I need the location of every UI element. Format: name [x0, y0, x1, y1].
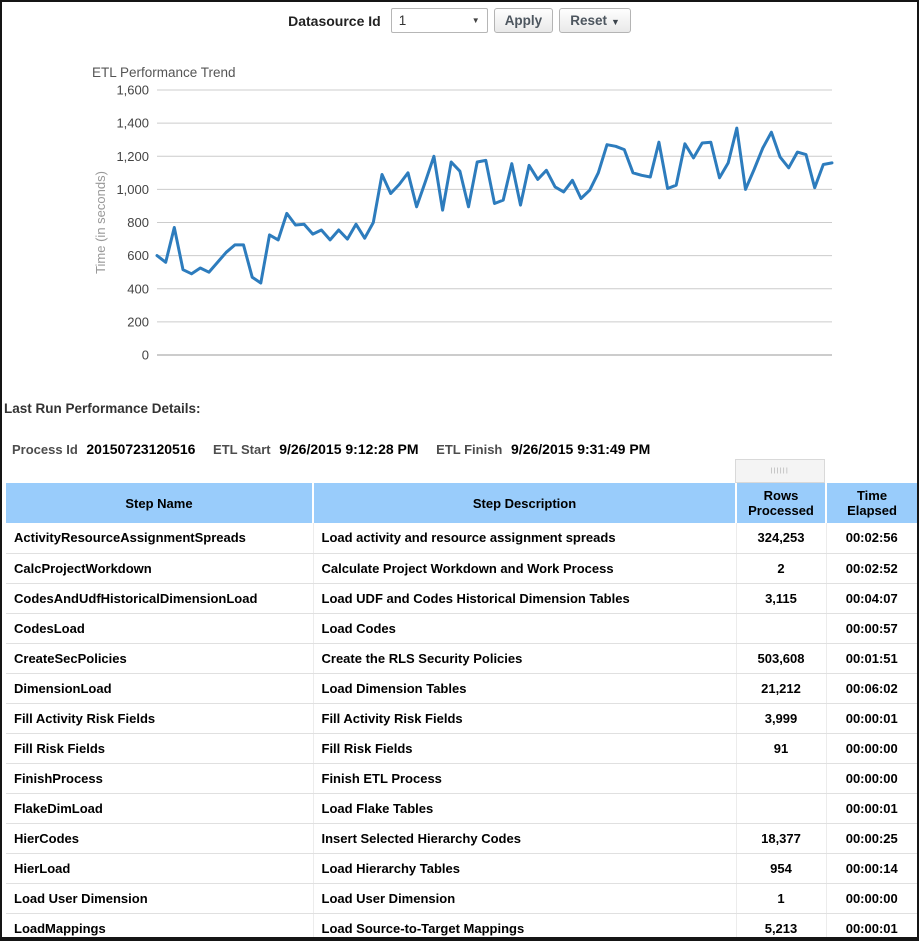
- cell-rows-processed: [736, 793, 826, 823]
- cell-step-description: Finish ETL Process: [313, 763, 736, 793]
- cell-step-description: Calculate Project Workdown and Work Process: [313, 553, 736, 583]
- table-row: [6, 673, 917, 703]
- header-rows-processed: Rows Processed: [736, 483, 826, 523]
- table-row: [6, 583, 917, 613]
- table-row: [6, 883, 917, 913]
- reset-button-label: Reset: [570, 13, 607, 28]
- cell-step-name: HierCodes: [6, 823, 313, 853]
- cell-step-name: CodesAndUdfHistoricalDimensionLoad: [6, 583, 313, 613]
- etl-finish-value: 9/26/2015 9:31:49 PM: [511, 441, 651, 457]
- cell-rows-processed: 1: [736, 883, 826, 913]
- cell-rows-processed: 954: [736, 853, 826, 883]
- svg-text:0: 0: [141, 347, 149, 363]
- process-id-value: 20150723120516: [86, 441, 196, 457]
- cell-step-name: CodesLoad: [6, 613, 313, 643]
- cell-step-description: Fill Activity Risk Fields: [313, 703, 736, 733]
- svg-text:Time (in seconds): Time (in seconds): [93, 171, 108, 274]
- cell-rows-processed: 21,212: [736, 673, 826, 703]
- reset-caret-icon: ▼: [610, 17, 620, 27]
- cell-step-name: Fill Activity Risk Fields: [6, 703, 313, 733]
- process-summary-row: [12, 441, 664, 457]
- svg-text:1,600: 1,600: [116, 82, 149, 98]
- table-row: [6, 913, 917, 941]
- cell-step-description: Load Flake Tables: [313, 793, 736, 823]
- cell-time-elapsed: 00:00:00: [826, 763, 917, 793]
- cell-time-elapsed: 00:06:02: [826, 673, 917, 703]
- table-row: [6, 793, 917, 823]
- cell-step-description: Create the RLS Security Policies: [313, 643, 736, 673]
- cell-rows-processed: 18,377: [736, 823, 826, 853]
- cell-step-name: DimensionLoad: [6, 673, 313, 703]
- last-run-details-heading: Last Run Performance Details:: [4, 401, 201, 416]
- cell-step-description: Load activity and resource assignment spreads: [313, 523, 736, 553]
- chart-title: ETL Performance Trend: [92, 65, 236, 80]
- cell-time-elapsed: 00:00:14: [826, 853, 917, 883]
- cell-rows-processed: 3,115: [736, 583, 826, 613]
- cell-time-elapsed: 00:02:52: [826, 553, 917, 583]
- table-row: [6, 823, 917, 853]
- datasource-selected-value: 1: [398, 13, 407, 28]
- cell-step-description: Fill Risk Fields: [313, 733, 736, 763]
- table-row: [6, 853, 917, 883]
- svg-text:400: 400: [127, 281, 149, 297]
- cell-step-name: FlakeDimLoad: [6, 793, 313, 823]
- header-step-name: Step Name: [6, 483, 313, 523]
- cell-rows-processed: 324,253: [736, 523, 826, 553]
- cell-time-elapsed: 00:00:00: [826, 883, 917, 913]
- header-time-elapsed: Time Elapsed: [826, 483, 917, 523]
- cell-step-name: CreateSecPolicies: [6, 643, 313, 673]
- column-resize-handle[interactable]: [735, 459, 825, 483]
- table-row: [6, 733, 917, 763]
- etl-finish-label: ETL Finish: [436, 442, 503, 457]
- cell-time-elapsed: 00:00:01: [826, 703, 917, 733]
- cell-rows-processed: 91: [736, 733, 826, 763]
- cell-rows-processed: [736, 763, 826, 793]
- cell-time-elapsed: 00:00:01: [826, 913, 917, 941]
- cell-step-name: FinishProcess: [6, 763, 313, 793]
- cell-time-elapsed: 00:00:01: [826, 793, 917, 823]
- datasource-id-label: Datasource Id: [288, 12, 381, 29]
- cell-time-elapsed: 00:00:00: [826, 733, 917, 763]
- cell-rows-processed: 3,999: [736, 703, 826, 733]
- cell-step-description: Load User Dimension: [313, 883, 736, 913]
- cell-rows-processed: 503,608: [736, 643, 826, 673]
- cell-step-description: Load UDF and Codes Historical Dimension Tables: [313, 583, 736, 613]
- cell-step-description: Load Source-to-Target Mappings: [313, 913, 736, 941]
- cell-rows-processed: 2: [736, 553, 826, 583]
- table-row: [6, 643, 917, 673]
- cell-step-name: Load User Dimension: [6, 883, 313, 913]
- cell-time-elapsed: 00:00:25: [826, 823, 917, 853]
- steps-table: [6, 483, 917, 941]
- table-row: [6, 613, 917, 643]
- cell-step-name: ActivityResourceAssignmentSpreads: [6, 523, 313, 553]
- etl-start-value: 9/26/2015 9:12:28 PM: [279, 441, 419, 457]
- process-id-label: Process Id: [12, 442, 78, 457]
- svg-text:1,400: 1,400: [116, 115, 149, 131]
- svg-text:600: 600: [127, 248, 149, 264]
- apply-button[interactable]: Apply: [494, 8, 554, 33]
- cell-step-name: Fill Risk Fields: [6, 733, 313, 763]
- svg-text:200: 200: [127, 314, 149, 330]
- cell-time-elapsed: 00:00:57: [826, 613, 917, 643]
- cell-step-name: LoadMappings: [6, 913, 313, 941]
- cell-time-elapsed: 00:04:07: [826, 583, 917, 613]
- cell-step-description: Load Dimension Tables: [313, 673, 736, 703]
- table-header-row: [6, 483, 917, 523]
- cell-step-description: Load Hierarchy Tables: [313, 853, 736, 883]
- cell-time-elapsed: 00:02:56: [826, 523, 917, 553]
- column-grip-icon: ||||||: [770, 468, 790, 474]
- table-row: [6, 553, 917, 583]
- header-step-description: Step Description: [313, 483, 736, 523]
- cell-rows-processed: [736, 613, 826, 643]
- svg-text:1,000: 1,000: [116, 181, 149, 197]
- cell-step-description: Insert Selected Hierarchy Codes: [313, 823, 736, 853]
- dropdown-caret-icon: ▼: [471, 16, 480, 25]
- table-row: [6, 763, 917, 793]
- etl-start-label: ETL Start: [213, 442, 271, 457]
- svg-text:800: 800: [127, 215, 149, 230]
- cell-rows-processed: 5,213: [736, 913, 826, 941]
- svg-text:1,200: 1,200: [116, 148, 149, 164]
- cell-step-name: HierLoad: [6, 853, 313, 883]
- cell-step-description: Load Codes: [313, 613, 736, 643]
- table-row: [6, 703, 917, 733]
- cell-time-elapsed: 00:01:51: [826, 643, 917, 673]
- cell-step-name: CalcProjectWorkdown: [6, 553, 313, 583]
- etl-performance-trend-chart: [2, 2, 919, 387]
- table-row: [6, 523, 917, 553]
